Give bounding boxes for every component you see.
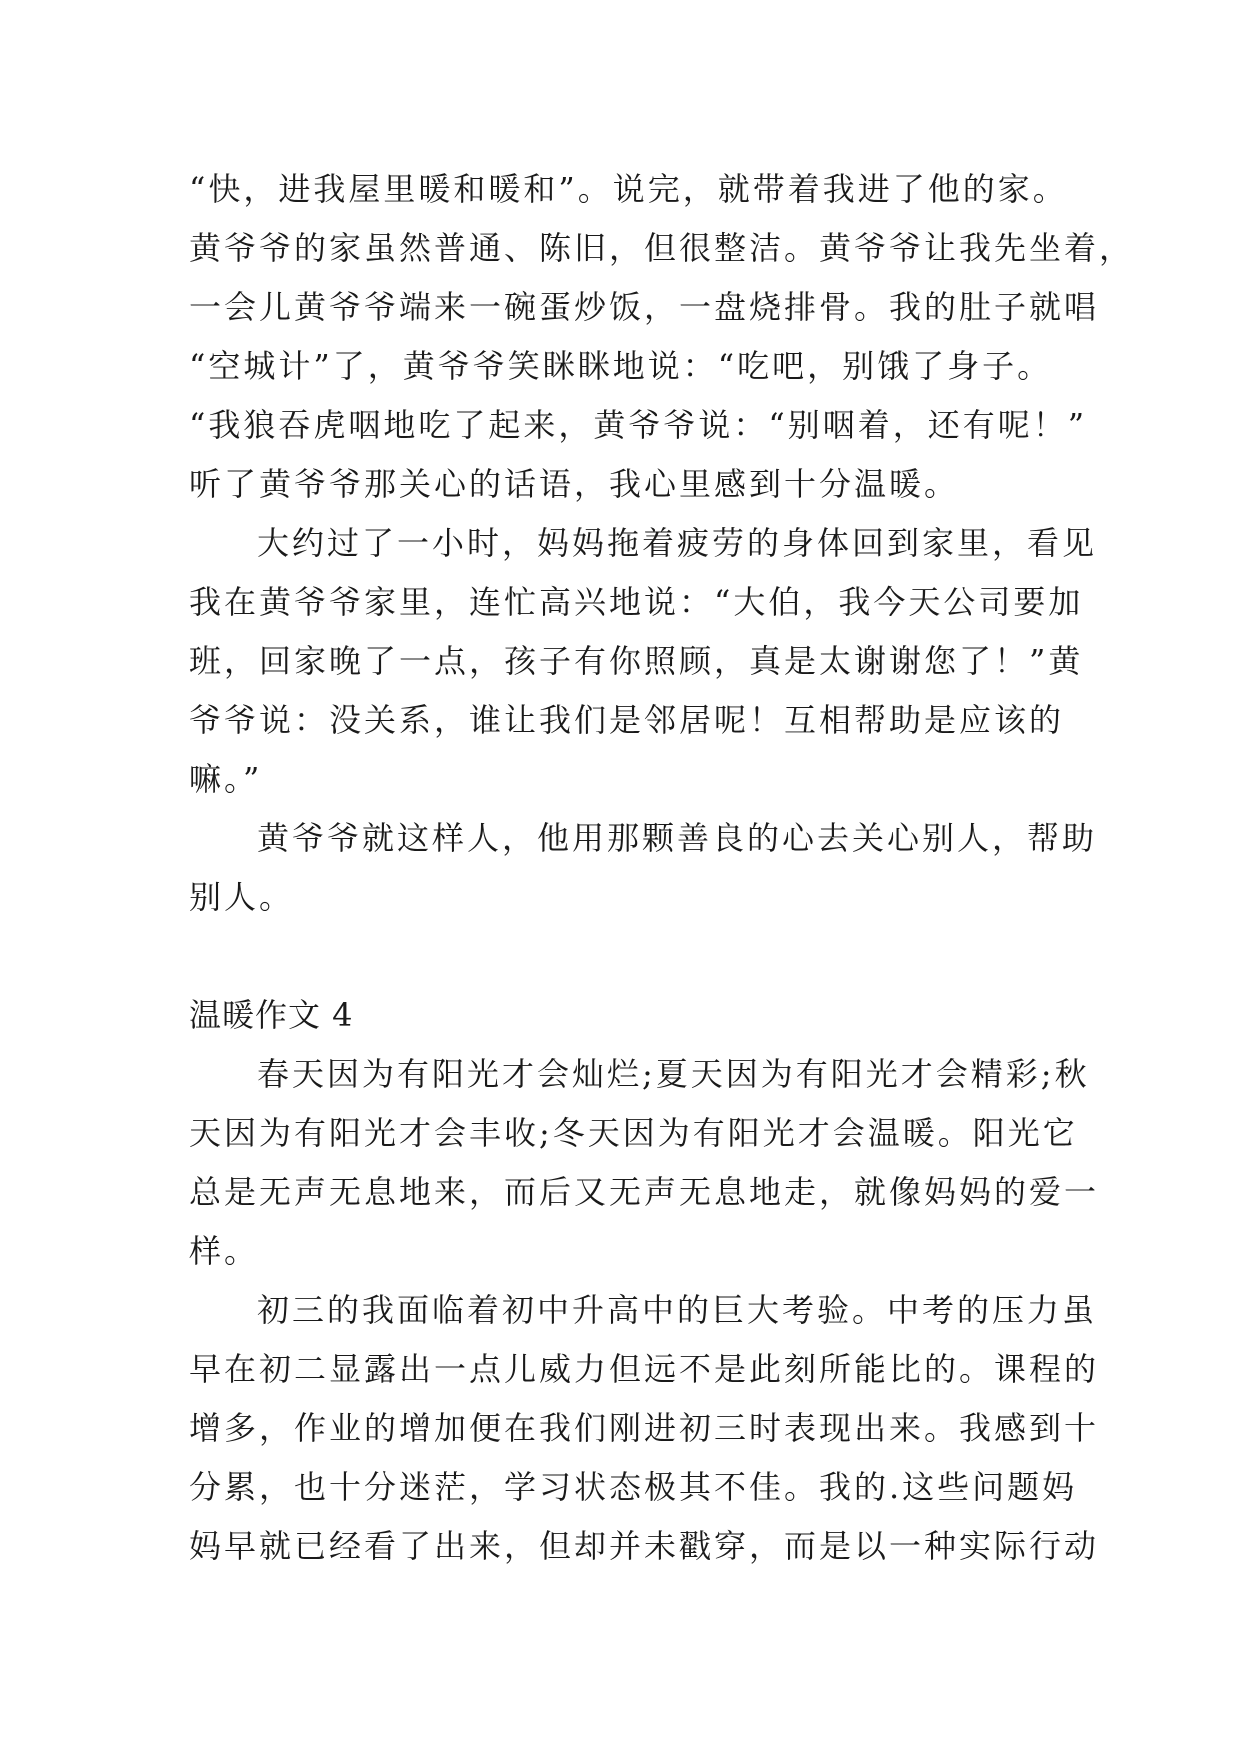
text-line: 班，回家晚了一点，孩子有你照顾，真是太谢谢您了！”黄 [189,642,1084,680]
text-line: 爷爷说：没关系，谁让我们是邻居呢！互相帮助是应该的 [189,701,1065,739]
text-line: 嘛。” [189,760,263,798]
text-line: “快，进我屋里暖和暖和”。说完，就带着我进了他的家。 [189,170,1068,208]
text-line: “我狼吞虎咽地吃了起来，黄爷爷说：“别咽着，还有呢！” [189,406,1088,444]
document-body [189,160,1135,1576]
text-line: 增多，作业的增加便在我们刚进初三时表现出来。我感到十 [189,1409,1100,1447]
paragraph-spacer [189,927,1059,986]
text-line: 春天因为有阳光才会灿烂;夏天因为有阳光才会精彩;秋 [257,1055,1090,1093]
text-line: 一会儿黄爷爷端来一碗蛋炒饭，一盘烧排骨。我的肚子就唱 [189,288,1100,326]
text-line: 别人。 [189,878,295,916]
text-line: “空城计”了，黄爷爷笑眯眯地说：“吃吧，别饿了身子。 [189,347,1053,385]
text-line: 样。 [189,1232,260,1270]
text-line: 大约过了一小时，妈妈拖着疲劳的身体回到家里，看见 [257,524,1098,562]
text-line: 总是无声无息地来，而后又无声无息地走，就像妈妈的爱一 [189,1173,1100,1211]
text-line: 黄爷爷的家虽然普通、陈旧，但很整洁。黄爷爷让我先坐着， [189,229,1135,267]
text-line: 初三的我面临着初中升高中的巨大考验。中考的压力虽 [257,1291,1098,1329]
text-line: 天因为有阳光才会丰收;冬天因为有阳光才会温暖。阳光它 [189,1114,1078,1152]
text-line: 早在初二显露出一点儿威力但远不是此刻所能比的。课程的 [189,1350,1100,1388]
text-line: 黄爷爷就这样人，他用那颗善良的心去关心别人，帮助 [257,819,1098,857]
text-line: 分累，也十分迷茫，学习状态极其不佳。我的.这些问题妈 [189,1468,1078,1506]
text-line: 妈早就已经看了出来，但却并未戳穿，而是以一种实际行动 [189,1527,1100,1565]
essay-title: 温暖作文 4 [189,996,354,1034]
text-line: 我在黄爷爷家里，连忙高兴地说：“大伯，我今天公司要加 [189,583,1084,621]
text-line: 听了黄爷爷那关心的话语，我心里感到十分温暖。 [189,465,960,503]
